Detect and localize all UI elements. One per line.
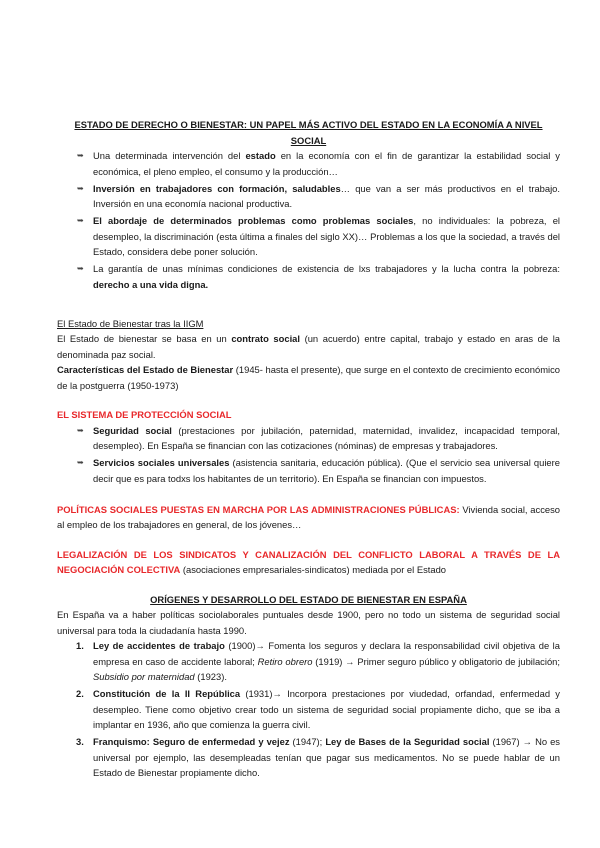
list-item: ➥ Inversión en trabajadores con formación, saludables… que van a ser más productivos en el trabajo. Inversión en una economía nacional productiva. bbox=[77, 182, 560, 209]
politicas-paragraph: POLÍTICAS SOCIALES PUESTAS EN MARCHA POR LAS ADMINISTRACIONES PÚBLICAS: Vivienda social, acceso al empleo de los trabajadores en general, de los jóvenes… bbox=[57, 503, 561, 530]
sindicatos-paragraph: LEGALIZACIÓN DE LOS SINDICATOS Y CANALIZACIÓN DEL CONFLICTO LABORAL A TRAVÉS DE LA NEGOCIACIÓN COLECTIVA (asociaciones empresariales-sindicatos) mediada por el Estado bbox=[57, 548, 560, 575]
proteccion-heading: EL SISTEMA DE PROTECCIÓN SOCIAL bbox=[57, 409, 232, 420]
main-title: ESTADO DE DERECHO O BIENESTAR: UN PAPEL MÁS ACTIVO DEL ESTADO EN LA ECONOMÍA A NIVEL SOCIAL bbox=[74, 119, 543, 146]
arrow-bullet-icon: ➥ bbox=[77, 458, 84, 467]
arrow-bullet-icon: ➥ bbox=[77, 183, 84, 193]
arrow-bullet-icon: ➥ bbox=[77, 216, 84, 225]
igm-paragraph-1: El Estado de bienestar se basa en un contrato social (un acuerdo) entre capital, trabajo y estado en aras de la denominada paz social. bbox=[57, 333, 560, 360]
proteccion-list bbox=[57, 423, 560, 487]
list-item: ➥ Servicios sociales universales (asistencia sanitaria, educación pública). (Que el servicio sea universal quiere decir que es para todxs los habitantes de un territorio). En España se financian con impuestos. bbox=[77, 457, 560, 484]
document-content bbox=[57, 117, 560, 782]
list-item: ➥ Una determinada intervención del estado en la economía con el fin de garantizar la estabilidad social y económica, el pleno empleo, el consumo y la producción… bbox=[77, 150, 560, 177]
origenes-heading: ORÍGENES Y DESARROLLO DEL ESTADO DE BIENESTAR EN ESPAÑA bbox=[150, 593, 467, 605]
arrow-bullet-icon: ➥ bbox=[77, 151, 84, 160]
igm-paragraph-2: Características del Estado de Bienestar (1945- hasta el presente), que surge en el contexto de crecimiento económico de la postguerra (1950-1973) bbox=[57, 364, 560, 391]
list-item: 2. Constitución de la II República (1931)→ Incorpora prestaciones por viudedad, orfandad, enfermedad y desempleo. Tiene como objetivo crear todo un sistema de seguridad social propiamente dicho, que se iba a implantar en 1936, año que comienza la guerra civil. bbox=[76, 688, 560, 730]
intro-bullet-list bbox=[57, 148, 560, 292]
origenes-intro: En España va a haber políticas sociolaborales puntuales desde 1900, pero no todo un sistema de seguridad social universal para toda la ciudadanía hasta 1990. bbox=[57, 609, 560, 636]
list-item: 1. Ley de accidentes de trabajo (1900)→ Fomenta los seguros y declara la responsabilidad civil objetiva de la empresa en caso de accidente laboral; Retiro obrero (1919) → Primer seguro público y obligatorio de jubilación; Subsidio por maternidad (1923). bbox=[76, 640, 560, 682]
list-item: ➥ Seguridad social (prestaciones por jubilación, paternidad, maternidad, invalidez, incapacidad temporal, desempleo). En España se financian con las cotizaciones (nóminas) de empresas y trabajadores. bbox=[77, 424, 560, 451]
igm-heading: El Estado de Bienestar tras la IIGM bbox=[57, 317, 204, 329]
origenes-list bbox=[57, 638, 560, 781]
arrow-bullet-icon: ➥ bbox=[77, 264, 84, 273]
list-item: 3. Franquismo: Seguro de enfermedad y vejez (1947); Ley de Bases de la Seguridad social (1967) → No es universal por ejemplo, las desempleadas tenían que pagar sus medicamentos. No se puede hablar de un Estado de Bienestar propiamente dicho. bbox=[76, 736, 560, 778]
arrow-bullet-icon: ➥ bbox=[77, 425, 84, 435]
list-item: ➥ La garantía de unas mínimas condiciones de existencia de lxs trabajadores y la lucha contra la pobreza: derecho a una vida digna. bbox=[77, 263, 560, 290]
list-item: ➥ El abordaje de determinados problemas como problemas sociales, no individuales: la pobreza, el desempleo, la discriminación (esta última a finales del siglo XX)… Problemas a los que la sociedad, a través del Estado, considera debe poner solución. bbox=[77, 215, 560, 257]
